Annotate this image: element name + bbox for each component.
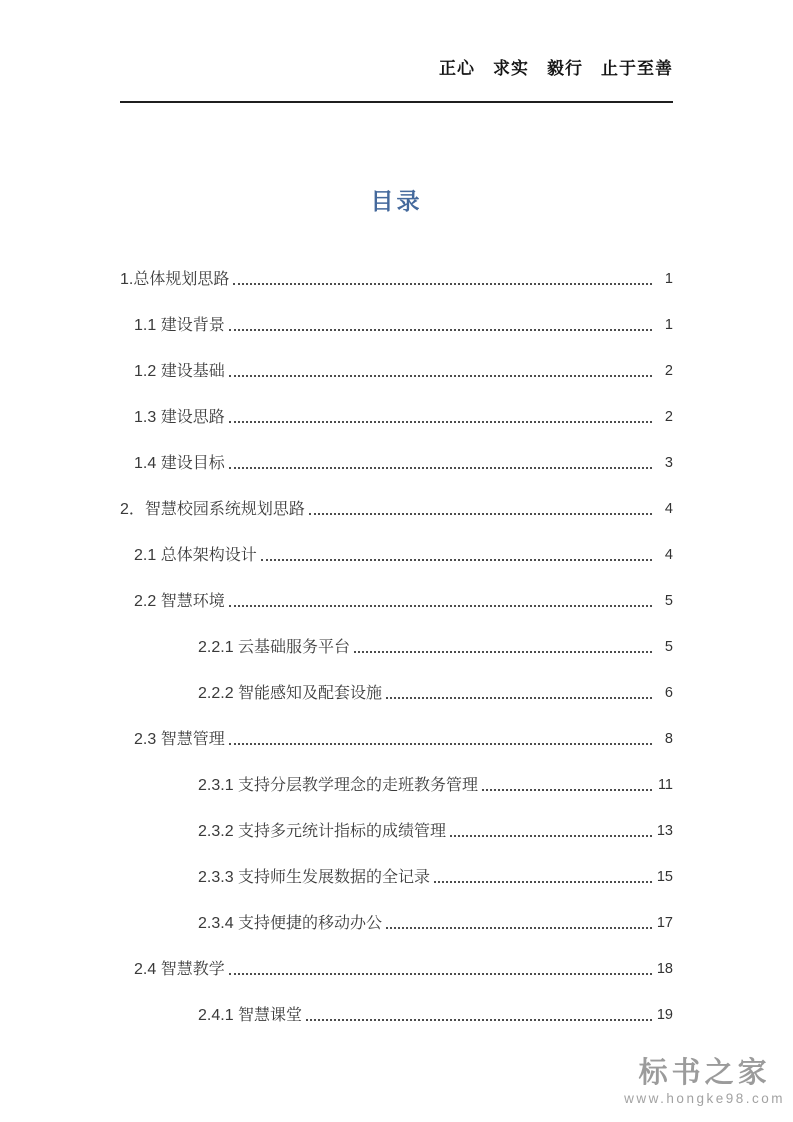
toc-entry-page: 13 [656, 823, 673, 839]
toc-entry-page: 15 [656, 869, 673, 885]
toc-entry[interactable] [198, 685, 673, 702]
toc-entry-leader [482, 789, 652, 791]
toc-entry[interactable] [134, 455, 673, 472]
toc-entry-page: 5 [664, 593, 673, 609]
toc-entry-leader [229, 743, 652, 745]
toc-entry-label: 1.3 建设思路 [134, 409, 225, 426]
toc-entry[interactable] [134, 409, 673, 426]
page-title: 目录 [370, 188, 423, 214]
toc-entry-leader [229, 421, 652, 423]
toc-entry-label: 1.1 建设背景 [134, 317, 225, 334]
toc-entry-label: 2.2.2 智能感知及配套设施 [198, 685, 383, 702]
toc-entry-leader [386, 927, 652, 929]
toc-entry-leader [261, 559, 652, 561]
toc-entry[interactable] [198, 915, 673, 932]
toc-entry-leader [229, 605, 652, 607]
toc-entry-label: 2.3.4 支持便捷的移动办公 [198, 915, 383, 932]
toc-list [120, 271, 673, 1053]
toc-entry[interactable] [134, 961, 673, 978]
toc-entry-label: 2.4.1 智慧课堂 [198, 1007, 303, 1024]
toc-entry-page: 11 [657, 777, 673, 793]
toc-entry[interactable] [134, 317, 673, 334]
toc-entry-leader [229, 329, 652, 331]
watermark-logo: 标书之家 [638, 1057, 771, 1089]
toc-entry-label: 2.4 智慧教学 [134, 961, 225, 978]
toc-entry-leader [309, 513, 652, 515]
toc-entry[interactable] [134, 731, 673, 748]
toc-entry[interactable] [120, 501, 673, 518]
page-header [120, 0, 673, 103]
toc-entry[interactable] [198, 639, 673, 656]
toc-entry-page: 8 [664, 731, 673, 747]
toc-entry-page: 17 [656, 915, 673, 931]
toc-entry-leader [233, 283, 652, 285]
toc-entry-page: 2 [664, 363, 673, 379]
toc-entry-page: 2 [664, 409, 673, 425]
toc-entry[interactable] [198, 1007, 673, 1024]
toc-entry-leader [229, 375, 652, 377]
toc-entry-page: 19 [656, 1007, 673, 1023]
toc-entry[interactable] [134, 363, 673, 380]
toc-entry-label: 2.3 智慧管理 [134, 731, 225, 748]
toc-entry-label: 2.2 智慧环境 [134, 593, 225, 610]
header-rule [120, 101, 673, 103]
toc-entry[interactable] [120, 271, 673, 288]
toc-entry[interactable] [198, 869, 673, 886]
toc-entry[interactable] [134, 547, 673, 564]
toc-entry-page: 4 [664, 501, 673, 517]
toc-entry-label: 2.3.3 支持师生发展数据的全记录 [198, 869, 431, 886]
toc-entry-label: 2.3.1 支持分层教学理念的走班教务管理 [198, 777, 479, 794]
toc-entry-page: 3 [664, 455, 673, 471]
toc-entry-label: 2.2.1 云基础服务平台 [198, 639, 351, 656]
toc-entry-leader [386, 697, 652, 699]
header-slogan: 正心 求实 毅行 止于至善 [439, 59, 673, 78]
toc-entry-page: 5 [664, 639, 673, 655]
toc-entry-leader [450, 835, 652, 837]
toc-entry-label: 2.3.2 支持多元统计指标的成绩管理 [198, 823, 447, 840]
toc-entry-page: 1 [664, 317, 673, 333]
watermark-url-link[interactable]: www.hongke98.com [624, 1091, 785, 1106]
toc-entry-label: 2．智慧校园系统规划思路 [120, 501, 305, 518]
toc-entry-leader [306, 1019, 652, 1021]
toc-entry[interactable] [198, 777, 673, 794]
toc-entry-page: 6 [664, 685, 673, 701]
toc-entry-page: 4 [664, 547, 673, 563]
toc-entry-leader [229, 467, 652, 469]
watermark [624, 1056, 785, 1107]
toc-entry-label: 1.2 建设基础 [134, 363, 225, 380]
toc-entry-leader [354, 651, 652, 653]
toc-entry[interactable] [198, 823, 673, 840]
toc-entry-page: 1 [664, 271, 673, 287]
toc-entry[interactable] [134, 593, 673, 610]
toc-entry-label: 2.1 总体架构设计 [134, 547, 257, 564]
toc-entry-label: 1.4 建设目标 [134, 455, 225, 472]
toc-entry-leader [434, 881, 652, 883]
toc-entry-page: 18 [656, 961, 673, 977]
toc-entry-leader [229, 973, 652, 975]
toc-entry-label: 1.总体规划思路 [120, 271, 230, 288]
